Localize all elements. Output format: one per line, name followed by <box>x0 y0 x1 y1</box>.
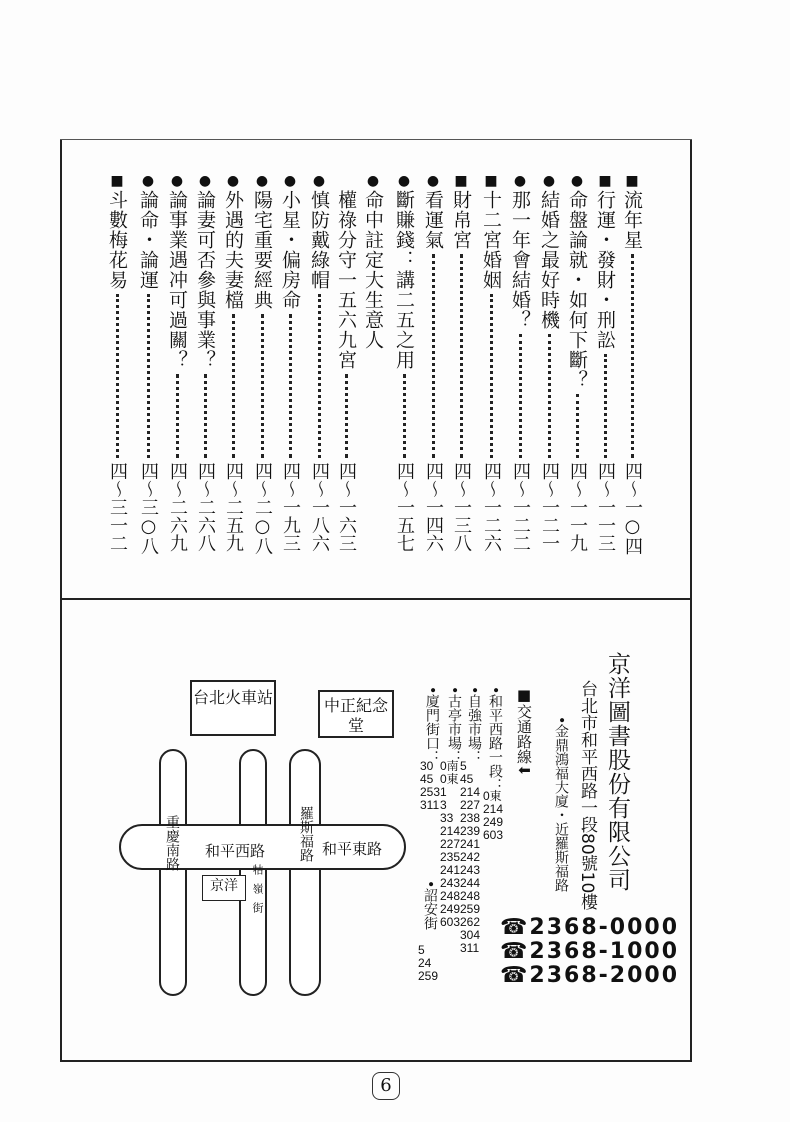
toc-entry <box>250 172 274 566</box>
bus-number: 243 <box>460 863 481 877</box>
dot-bullet-icon: ● <box>542 173 556 189</box>
bus-number: 241 <box>440 863 461 877</box>
heping-west-road-label: 和平西路 <box>205 842 266 860</box>
dot-leader <box>232 314 235 458</box>
bus-number: 603 <box>483 828 504 842</box>
dot-bullet-icon: ● <box>397 173 411 189</box>
dot-leader <box>604 354 607 458</box>
transit-heading: ■交通路線⬇ <box>515 686 533 777</box>
transit-stop: •古亭市場： <box>446 686 462 765</box>
dot-bullet-icon: ● <box>513 173 527 189</box>
page-number: 6 <box>372 1072 400 1100</box>
toc-entry <box>334 172 358 566</box>
bus-number: 5 <box>460 759 467 773</box>
toc-entry <box>565 172 589 566</box>
toc-title: 流年星 <box>621 190 643 250</box>
dot-bullet-icon: ● <box>570 173 584 189</box>
bus-number: 311 <box>420 798 440 812</box>
bus-number: 241 <box>460 837 481 851</box>
dot-leader <box>289 314 292 458</box>
toc-page: 四～一一三 <box>595 462 616 552</box>
company-address: 台北市和平西路一段80號10樓 <box>577 680 597 911</box>
toc-page: 四～一四六 <box>423 462 444 552</box>
toc-title: 小星・偏房命 <box>279 190 301 310</box>
toc-title: 論命・論運 <box>137 190 159 290</box>
dot-leader <box>460 254 463 458</box>
bus-number: 248 <box>440 889 461 903</box>
heping-east-road-label: 和平東路 <box>322 840 383 858</box>
toc-title: 行運・發財・刑訟 <box>594 190 616 350</box>
bus-number: 214 <box>460 785 481 799</box>
toc-entry <box>620 172 644 566</box>
phone-3: ☎2368-2000 <box>500 963 679 988</box>
toc-entry <box>221 172 245 566</box>
dot-leader <box>345 374 348 458</box>
toc-page: 四～三○八 <box>138 462 159 555</box>
phone-1: ☎2368-0000 <box>500 915 679 940</box>
square-bullet-icon: ■ <box>110 173 124 189</box>
toc-page: 四～一五七 <box>394 462 415 552</box>
bus-number: 311 <box>460 941 480 955</box>
toc-page: 四～三一二 <box>107 462 128 552</box>
toc-entry <box>193 172 217 566</box>
toc-entry <box>165 172 189 566</box>
toc-page: 四～一三八 <box>451 462 472 552</box>
toc-title: 外遇的夫妻檔 <box>222 190 244 310</box>
dot-leader <box>519 334 522 458</box>
toc-page: 四～一一九 <box>567 462 588 552</box>
section-divider <box>60 598 690 600</box>
transit-stop: •自強市場： <box>466 686 482 765</box>
bus-number: 259 <box>418 969 439 983</box>
bus-number: 242 <box>460 850 481 864</box>
toc-page: 四～二五九 <box>223 462 244 552</box>
bus-number: 33 <box>440 811 454 825</box>
taipei-station-box: 台北火車站 <box>190 680 276 736</box>
toc-page: 四～一○四 <box>622 462 643 555</box>
dot-leader <box>576 394 579 458</box>
bus-list <box>418 944 438 983</box>
dot-bullet-icon: ● <box>255 173 269 189</box>
transit-stop: •廈門街口： <box>424 686 440 765</box>
bus-number: 239 <box>460 824 481 838</box>
bus-number: 30 <box>420 759 434 773</box>
toc-entry <box>392 172 416 566</box>
bus-number: 243 <box>440 876 461 890</box>
guling-street-label: 牯嶺街 <box>251 864 264 921</box>
bus-number: 603 <box>440 915 461 929</box>
toc-title: 財帛宮 <box>450 190 472 250</box>
dot-leader <box>318 294 321 458</box>
toc-entry <box>449 172 473 566</box>
square-bullet-icon: ■ <box>484 173 498 189</box>
toc-entry <box>361 172 385 566</box>
bus-number: 24 <box>418 956 432 970</box>
bus-number: 253 <box>420 785 441 799</box>
roosevelt-road-label: 羅斯福路 <box>298 806 314 862</box>
dot-leader <box>116 294 119 458</box>
transit-stop: •和平西路一段： <box>487 686 503 793</box>
bus-list <box>420 760 440 812</box>
phone-2: ☎2368-1000 <box>500 939 679 964</box>
company-landmark: •金鼎鴻福大廈・近羅斯福路 <box>553 716 569 893</box>
bus-number: 5 <box>418 943 425 957</box>
toc-entry <box>105 172 129 566</box>
toc-entry <box>307 172 331 566</box>
toc-page: 四～一六三 <box>336 462 357 552</box>
bus-number: 214 <box>440 824 461 838</box>
chongqing-road-label: 重慶南路 <box>164 815 180 871</box>
toc-title: 那一年會結婚？ <box>509 190 531 330</box>
bus-number: 235 <box>440 850 461 864</box>
toc-page: 四～一九三 <box>280 462 301 552</box>
jingyang-location-box: 京洋 <box>202 875 246 901</box>
toc-title: 命盤論就・如何下斷？ <box>566 190 588 390</box>
bus-number: 214 <box>483 802 504 816</box>
bus-number: 238 <box>460 811 481 825</box>
bus-number: 262 <box>460 915 481 929</box>
bus-number: 249 <box>483 815 504 829</box>
toc-entry <box>479 172 503 566</box>
dot-bullet-icon: ● <box>170 173 184 189</box>
toc-entry <box>537 172 561 566</box>
dot-leader <box>204 374 207 458</box>
dot-leader <box>261 314 264 458</box>
toc-title: 看運氣 <box>422 190 444 250</box>
bus-number: 1 <box>440 785 447 799</box>
toc-entry <box>593 172 617 566</box>
toc-page: 四～二○八 <box>252 462 273 555</box>
toc-page: 四～一八六 <box>309 462 330 552</box>
toc-entry <box>421 172 445 566</box>
chongqing-road-shape <box>160 750 186 995</box>
cks-memorial-box: 中正紀念堂 <box>318 690 394 738</box>
toc-title: 論事業遇冲可過關？ <box>166 190 188 370</box>
bus-number: 244 <box>460 876 481 890</box>
toc-title: 權祿分守一五六九宮 <box>335 190 357 370</box>
toc-page: 四～二六八 <box>195 462 216 552</box>
toc-title: 結婚之最好時機 <box>538 190 560 330</box>
bus-list <box>440 760 460 929</box>
dot-leader <box>176 374 179 458</box>
toc-title: 十二宮婚姻 <box>480 190 502 290</box>
dot-bullet-icon: ● <box>366 173 380 189</box>
bus-number: 0南 <box>440 759 459 773</box>
toc-title: 論妻可否參與事業？ <box>194 190 216 370</box>
square-bullet-icon: ■ <box>625 173 639 189</box>
bus-number: 0東 <box>440 772 459 786</box>
bus-number: 249 <box>440 902 461 916</box>
bus-number: 304 <box>460 928 481 942</box>
bus-number: 0東 <box>483 789 502 803</box>
dot-leader <box>432 254 435 458</box>
toc-page: 四～二六九 <box>167 462 188 552</box>
toc-title: 斷賺錢：講二五之用 <box>393 190 415 370</box>
toc-page: 四～一二二 <box>510 462 531 552</box>
dot-leader <box>548 334 551 458</box>
dot-leader <box>147 294 150 458</box>
dot-leader <box>631 254 634 458</box>
bus-list <box>483 790 503 842</box>
bus-number: 259 <box>460 902 481 916</box>
roosevelt-road-shape <box>290 750 320 995</box>
dot-bullet-icon: ● <box>426 173 440 189</box>
toc-page: 四～一二六 <box>481 462 502 552</box>
bus-number: 248 <box>460 889 481 903</box>
toc-title: 命中註定大生意人 <box>362 190 384 350</box>
company-name: 京洋圖書股份有限公司 <box>604 652 630 892</box>
square-bullet-icon: ■ <box>454 173 468 189</box>
bus-number: 227 <box>460 798 481 812</box>
dot-leader <box>490 294 493 458</box>
dot-bullet-icon: ● <box>141 173 155 189</box>
bus-list <box>460 760 480 955</box>
dot-bullet-icon: ● <box>312 173 326 189</box>
bus-number: 45 <box>460 772 474 786</box>
toc-page: 四～一二一 <box>539 462 560 552</box>
dot-bullet-icon: ● <box>198 173 212 189</box>
toc-entry <box>278 172 302 566</box>
dot-bullet-icon: ● <box>226 173 240 189</box>
dot-leader <box>403 374 406 458</box>
square-bullet-icon: ■ <box>598 173 612 189</box>
transit-stop: •詔安街 <box>422 880 438 931</box>
bus-number: 45 <box>420 772 434 786</box>
bus-number: 227 <box>440 837 461 851</box>
toc-title: 慎防戴綠帽 <box>308 190 330 290</box>
bus-number: 3 <box>440 798 447 812</box>
dot-bullet-icon: ● <box>283 173 297 189</box>
toc-title: 陽宅重要經典 <box>251 190 273 310</box>
toc-entry <box>136 172 160 566</box>
toc-entry <box>508 172 532 566</box>
toc-title: 斗數梅花易 <box>106 190 128 290</box>
